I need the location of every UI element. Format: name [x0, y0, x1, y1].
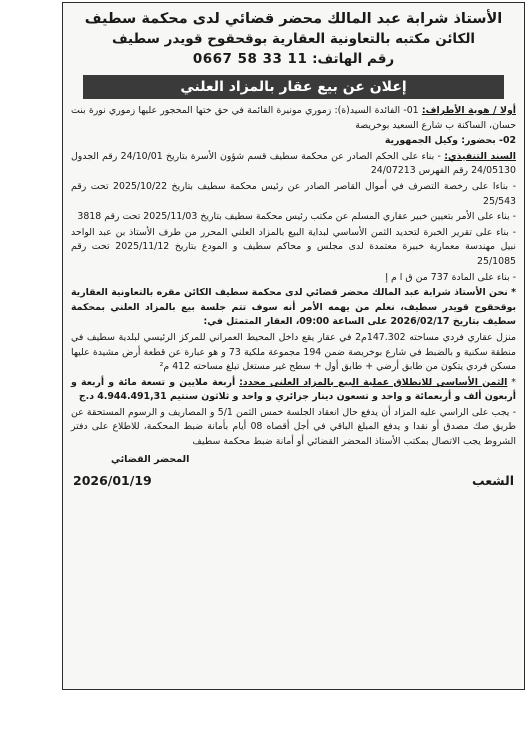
exec-expert-report-text: بناء على تقرير الخبرة لتحديد الثمن الأساسي لبداية البيع بالمزاد العلني المحرر من طرف الأستاذ بن عبد الواحد نبيل مهندسة معمارية خبيرة معتمدة لدى مجلس و محاكم سطيف و المودع بتاريخ 2025/11/12 تحت رقم 25/1085	[71, 226, 516, 267]
payment-text: يجب على الراسي عليه المزاد أن يدفع حال انعقاد الجلسة خمس الثمن 5/1 و المصاريف و الرسوم المستحقة عن طريق صك مصدق أو نقدا و يدفع المبلغ الباقي في أجل أقصاه 08 أيام بأمانة ضبط المحكمة، للاطلاع على دفتر الشروط يجب الاتصال بمكتب الأستاذ المحضر القضائي أو أمانة ضبط محكمة سطيف	[71, 406, 516, 448]
phone-line	[71, 49, 516, 69]
publication-date: 2026/01/19	[73, 473, 152, 489]
party-1: 01- الفائدة السيد(ة): زموري مونيرة القائمة في حق ختها المحجور عليها زموري نورة بنت حسان، الساكنة ب شارع السعيد بوخريصة	[71, 105, 516, 131]
signature: المحضر القضائي	[111, 453, 190, 465]
announcement-header	[71, 9, 516, 69]
exec-article: - بناء على المادة 737 من ق ا م إ	[385, 271, 516, 283]
parties-paragraph	[71, 104, 516, 133]
price-paragraph: * الثمن الأساسي للانطلاق عملية البيع بالمزاد العلني محدد: أربعة ملايين و تسعة مائة و أربعة و أربعون ألف و أربعمائة و واحد و تسعون دينار جزائري و واحد و ثلاثون سنتيم 4.944.491,31 د.ج	[71, 376, 516, 403]
page-margin	[0, 0, 60, 751]
bailiff-name: الأستاذ شرابة عبد المالك محضر قضائي لدى محكمة سطيف	[84, 11, 503, 27]
exec-judgment: بناء على الحكم الصادر عن محكمة سطيف قسم شؤون الأسرة بتاريخ 24/10/01 رقم الجدول 24/05130 رقم الفهرس 24/07213	[71, 150, 516, 177]
notice-text: نحن الأستاذ شرابة عبد المالك محضر قضائي لدى محكمة سطيف الكائن مقره بالتعاونية العقارية بوقحقوح قويدر سطيف، نعلم من يهمه الأمر أنه سوف تتم جلسة بيع بالمزاد العلني بمحكمة سطيف بتاريخ 2026/02/17 على الساعة 09:00، العقار المتمثل في:	[71, 287, 516, 328]
office-address: الكائن مكتبه بالتعاونية العقارية بوقحقوح قويدر سطيف	[111, 31, 476, 47]
exec-paragraph: السند التنفيذي: - بناء على الحكم الصادر عن محكمة سطيف قسم شؤون الأسرة بتاريخ 24/10/01 رقم الجدول 24/05130 رقم الفهرس 24/07213	[71, 150, 517, 177]
exec-license-text: بناءا على رخصة التصرف في أموال القاصر الصادر عن رئيس محكمة سطيف بتاريخ 2025/10/22 تحت رقم 25/543	[71, 180, 516, 207]
announcement-title: إعلان عن بيع عقار بالمزاد العلني	[83, 75, 504, 99]
newspaper-name: الشعب	[472, 473, 514, 489]
payment-paragraph: - يجب على الراسي عليه المزاد أن يدفع حال انعقاد الجلسة خمس الثمن 5/1 و المصاريف و الرسوم المستحقة عن طريق صك مصدق أو نقدا و يدفع المبلغ الباقي في أجل أقصاه 08 أيام بأمانة ضبط المحكمة، للاطلاع على دفتر الشروط يجب الاتصال بمكتب الأستاذ المحضر القضائي أو أمانة ضبط محكمة سطيف	[71, 406, 516, 448]
notice-paragraph: * نحن الأستاذ شرابة عبد المالك محضر قضائي لدى محكمة سطيف الكائن مقره بالتعاونية العقارية بوقحقوح قويدر سطيف، نعلم من يهمه الأمر أنه سوف تتم جلسة بيع بالمزاد العلني بمحكمة سطيف بتاريخ 2026/02/17 على الساعة 09:00، العقار المتمثل في:	[71, 287, 516, 328]
party-2: 02- بحضور: وكيل الجمهورية	[384, 135, 516, 147]
announcement-body	[71, 104, 516, 467]
parties-label: أولا / هوية الأطراف:	[421, 105, 516, 116]
price-label: الثمن الأساسي للانطلاق عملية البيع بالمزاد العلني محدد:	[239, 376, 508, 388]
price-text: أربعة ملايين و تسعة مائة و أربعة و أربعون ألف و أربعمائة و واحد و تسعون دينار جزائري و واحد و ثلاثون سنتيم 4.944.491,31 د.ج	[71, 376, 516, 403]
property-description: منزل عقاري فردي مساحته 147.302م2 في عقار يقع داخل المحيط العمراني للمركز الرئيسي لبلدية سطيف في منطقة سكنية و بالضبط في شارع بوخريصة ضمن 194 مجموعة ملكية 73 و هو عبارة عن قطعة أرض مشيدة عليها مسكن فردي يتكون من طابق أرضي + طابق أول + سطح غير مستغل تبلغ مساحته 412 م²	[71, 331, 517, 373]
newspaper-clipping	[62, 2, 525, 690]
phone-label: رقم الهاتف:	[312, 51, 395, 67]
exec-expert-report: - بناء على تقرير الخبرة لتحديد الثمن الأساسي لبداية البيع بالمزاد العلني المحرر من طرف الأستاذ بن عبد الواحد نبيل مهندسة معمارية خبيرة معتمدة لدى مجلس و محاكم سطيف و المودع بتاريخ 2025/11/12 تحت رقم 25/1085	[71, 226, 516, 267]
phone-number: 0667 58 33 11	[192, 51, 308, 67]
exec-expert-order: - بناء على الأمر بتعيين خبير عقاري المسلم عن مكتب رئيس محكمة سطيف بتاريخ 2025/11/03 تحت رقم 3818	[77, 211, 516, 223]
exec-license: - بناءا على رخصة التصرف في أموال القاصر الصادر عن رئيس محكمة سطيف بتاريخ 2025/10/22 تحت رقم 25/543	[71, 180, 517, 207]
exec-article-text: بناء على المادة 737 من ق ا م إ	[385, 271, 510, 283]
footer	[71, 473, 516, 488]
exec-expert-order-text: بناء على الأمر بتعيين خبير عقاري المسلم عن مكتب رئيس محكمة سطيف بتاريخ 2025/11/03 تحت رقم 3818	[77, 211, 510, 223]
exec-label: السند التنفيذي:	[444, 150, 517, 162]
